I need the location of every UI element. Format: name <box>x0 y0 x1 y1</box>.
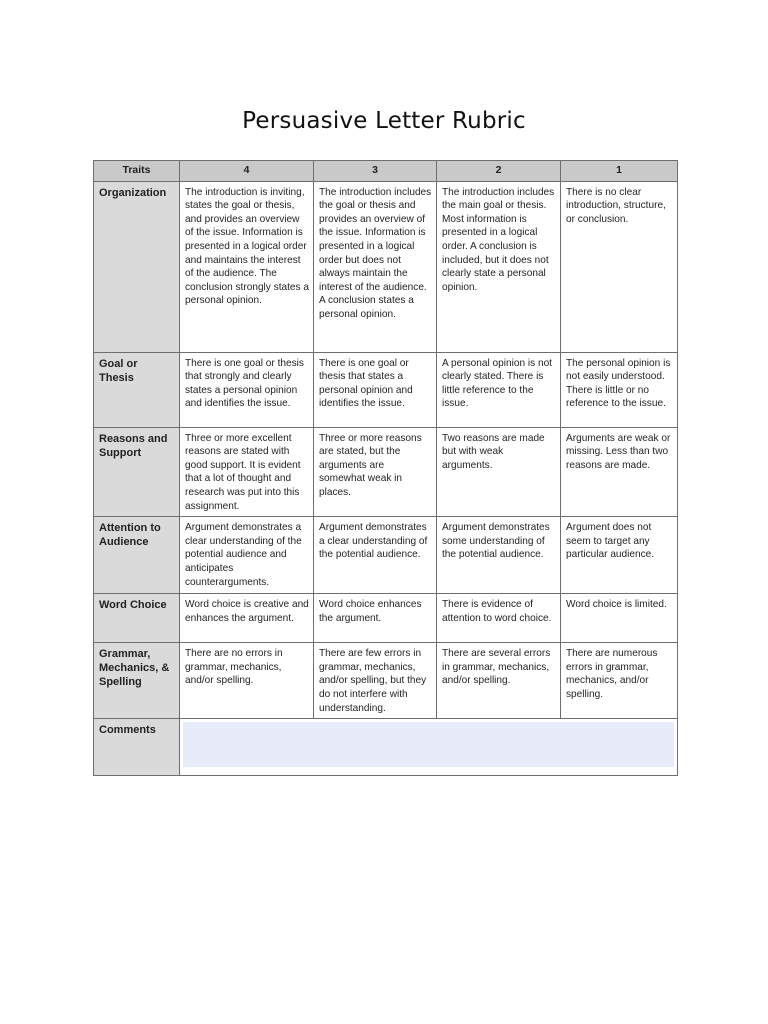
rubric-table <box>93 160 678 776</box>
criteria-cell-3: Word choice enhances the argument. <box>314 594 437 643</box>
row-word-choice <box>94 594 678 643</box>
comments-field[interactable] <box>183 722 674 767</box>
trait-label: Goal or Thesis <box>94 352 180 427</box>
header-row <box>94 161 678 182</box>
comments-label: Comments <box>94 719 180 776</box>
trait-label: Organization <box>94 181 180 352</box>
comments-cell <box>180 719 678 776</box>
criteria-cell-4: There are no errors in grammar, mechanics, and/or spelling. <box>180 643 314 719</box>
criteria-cell-4: There is one goal or thesis that strongly and clearly states a personal opinion and identifies the issue. <box>180 352 314 427</box>
row-attention-to-audience <box>94 517 678 594</box>
criteria-cell-2: Two reasons are made but with weak arguments. <box>437 427 561 517</box>
header-score-4: 4 <box>180 161 314 182</box>
header-score-2: 2 <box>437 161 561 182</box>
criteria-cell-1: Argument does not seem to target any particular audience. <box>561 517 678 594</box>
trait-label: Word Choice <box>94 594 180 643</box>
row-grammar-mechanics-spelling <box>94 643 678 719</box>
criteria-cell-2: There is evidence of attention to word choice. <box>437 594 561 643</box>
page-title: Persuasive Letter Rubric <box>242 108 526 134</box>
criteria-cell-1: There is no clear introduction, structure, or conclusion. <box>561 181 678 352</box>
criteria-cell-3: There is one goal or thesis that states a personal opinion and identifies the issue. <box>314 352 437 427</box>
criteria-cell-4: Argument demonstrates a clear understanding of the potential audience and anticipates counterarguments. <box>180 517 314 594</box>
trait-label: Grammar, Mechanics, & Spelling <box>94 643 180 719</box>
criteria-cell-2: Argument demonstrates some understanding of the potential audience. <box>437 517 561 594</box>
criteria-cell-3: Three or more reasons are stated, but the arguments are somewhat weak in places. <box>314 427 437 517</box>
row-goal-or-thesis <box>94 352 678 427</box>
criteria-cell-3: There are few errors in grammar, mechanics, and/or spelling, but they do not interfere with understanding. <box>314 643 437 719</box>
row-comments <box>94 719 678 776</box>
criteria-cell-2: The introduction includes the main goal or thesis. Most information is presented in a logical order. A conclusion is included, but it does not clearly state a personal opinion. <box>437 181 561 352</box>
header-score-1: 1 <box>561 161 678 182</box>
criteria-cell-1: Word choice is limited. <box>561 594 678 643</box>
trait-label: Reasons and Support <box>94 427 180 517</box>
header-traits: Traits <box>94 161 180 182</box>
trait-label: Attention to Audience <box>94 517 180 594</box>
criteria-cell-4: Three or more excellent reasons are stated with good support. It is evident that a lot of thought and research was put into this assignment. <box>180 427 314 517</box>
criteria-cell-3: The introduction includes the goal or thesis and provides an overview of the issue. Information is presented in a logical order but does not always maintain the interest of the audience. A conclusion states a personal opinion. <box>314 181 437 352</box>
row-reasons-and-support <box>94 427 678 517</box>
criteria-cell-1: There are numerous errors in grammar, mechanics, and/or spelling. <box>561 643 678 719</box>
criteria-cell-1: Arguments are weak or missing. Less than two reasons are made. <box>561 427 678 517</box>
row-organization <box>94 181 678 352</box>
criteria-cell-2: A personal opinion is not clearly stated. There is little reference to the issue. <box>437 352 561 427</box>
criteria-cell-3: Argument demonstrates a clear understanding of the potential audience. <box>314 517 437 594</box>
header-score-3: 3 <box>314 161 437 182</box>
criteria-cell-4: Word choice is creative and enhances the argument. <box>180 594 314 643</box>
criteria-cell-2: There are several errors in grammar, mechanics, and/or spelling. <box>437 643 561 719</box>
criteria-cell-1: The personal opinion is not easily understood. There is little or no reference to the issue. <box>561 352 678 427</box>
criteria-cell-4: The introduction is inviting, states the goal or thesis, and provides an overview of the issue. Information is presented in a logical order and maintains the interest of the audience. The conclusion strongly states a personal opinion. <box>180 181 314 352</box>
